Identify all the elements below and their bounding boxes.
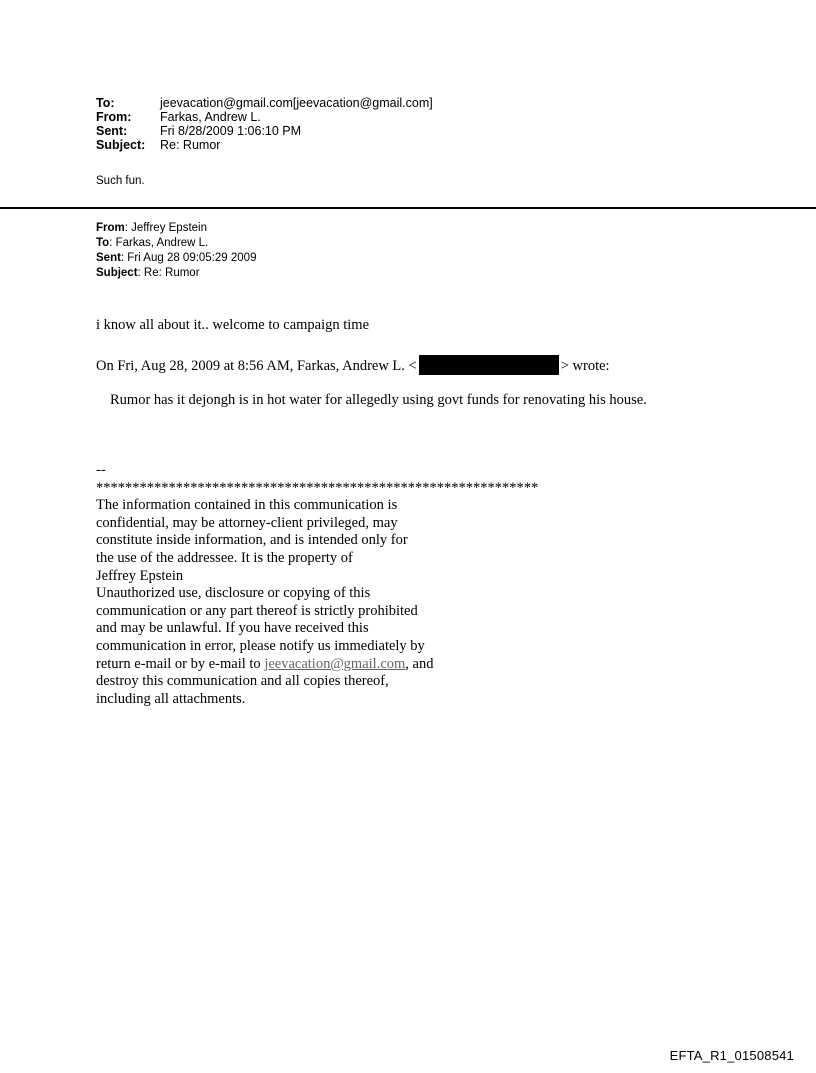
sig-return-before: return e-mail or by e-mail to: [96, 655, 265, 672]
sig-line: communication or any part thereof is strictly prohibited: [96, 602, 418, 619]
sig-dashes: --: [96, 462, 106, 478]
forwarded-header: [96, 221, 256, 281]
to-label: To:: [96, 96, 115, 110]
sent-label: Sent:: [96, 124, 128, 138]
sent-value: Fri 8/28/2009 1:06:10 PM: [160, 124, 302, 138]
message-line: i know all about it.. welcome to campaign time: [96, 317, 370, 333]
sig-return-line: [96, 656, 538, 674]
header-subject-row: [96, 138, 433, 152]
fwd-sent-value: : Fri Aug 28 09:05:29 2009: [120, 252, 257, 264]
header-sent-row: [96, 124, 433, 138]
to-value: jeevacation@gmail.com[jeevacation@gmail.com]: [160, 96, 433, 110]
email-header: [96, 96, 433, 152]
email-link[interactable]: jeevacation@gmail.com: [264, 655, 406, 672]
from-value: Farkas, Andrew L.: [160, 110, 261, 124]
fwd-from-row: [96, 221, 256, 236]
fwd-sent-row: [96, 251, 256, 266]
subject-value: Re: Rumor: [160, 138, 221, 152]
sig-line: The information contained in this communication is: [96, 497, 398, 514]
quoted-message: Rumor has it dejongh is in hot water for allegedly using govt funds for renovating his house.: [110, 392, 647, 408]
sig-line: Unauthorized use, disclosure or copying of this: [96, 585, 371, 602]
sig-return-after: , and: [405, 655, 434, 672]
subject-label: Subject:: [96, 138, 146, 152]
sig-line: constitute inside information, and is intended only for: [96, 532, 408, 549]
fwd-subject-value: : Re: Rumor: [137, 267, 200, 279]
redaction-block: [419, 355, 559, 375]
document-id: EFTA_R1_01508541: [669, 1048, 794, 1063]
fwd-to-label: To: [96, 237, 110, 249]
sig-line: the use of the addressee. It is the property of: [96, 549, 353, 566]
fwd-subject-label: Subject: [96, 267, 138, 279]
sig-line: confidential, may be attorney-client privileged, may: [96, 514, 398, 531]
header-from-row: [96, 110, 433, 124]
sig-stars: *************************************************************: [96, 479, 539, 496]
sig-line: communication in error, please notify us immediately by: [96, 637, 425, 654]
sig-line: Jeffrey Epstein: [96, 567, 184, 584]
fwd-from-value: : Jeffrey Epstein: [124, 222, 207, 234]
from-label: From:: [96, 110, 132, 124]
sig-line: destroy this communication and all copies thereof,: [96, 673, 389, 690]
quote-intro: [96, 355, 610, 375]
header-to-row: [96, 96, 433, 110]
fwd-subject-row: [96, 266, 256, 281]
sig-line: and may be unlawful. If you have received this: [96, 620, 369, 637]
fwd-sent-label: Sent: [96, 252, 121, 264]
fwd-to-row: [96, 236, 256, 251]
fwd-from-label: From: [96, 222, 125, 234]
quote-intro-before: On Fri, Aug 28, 2009 at 8:56 AM, Farkas, Andrew L. <: [96, 358, 417, 374]
reply-text: Such fun.: [96, 175, 145, 187]
quote-intro-after: > wrote:: [560, 358, 610, 374]
fwd-to-value: : Farkas, Andrew L.: [109, 237, 209, 249]
signature-disclaimer: [96, 462, 538, 708]
sig-line: including all attachments.: [96, 690, 246, 707]
divider-line: [0, 207, 816, 209]
